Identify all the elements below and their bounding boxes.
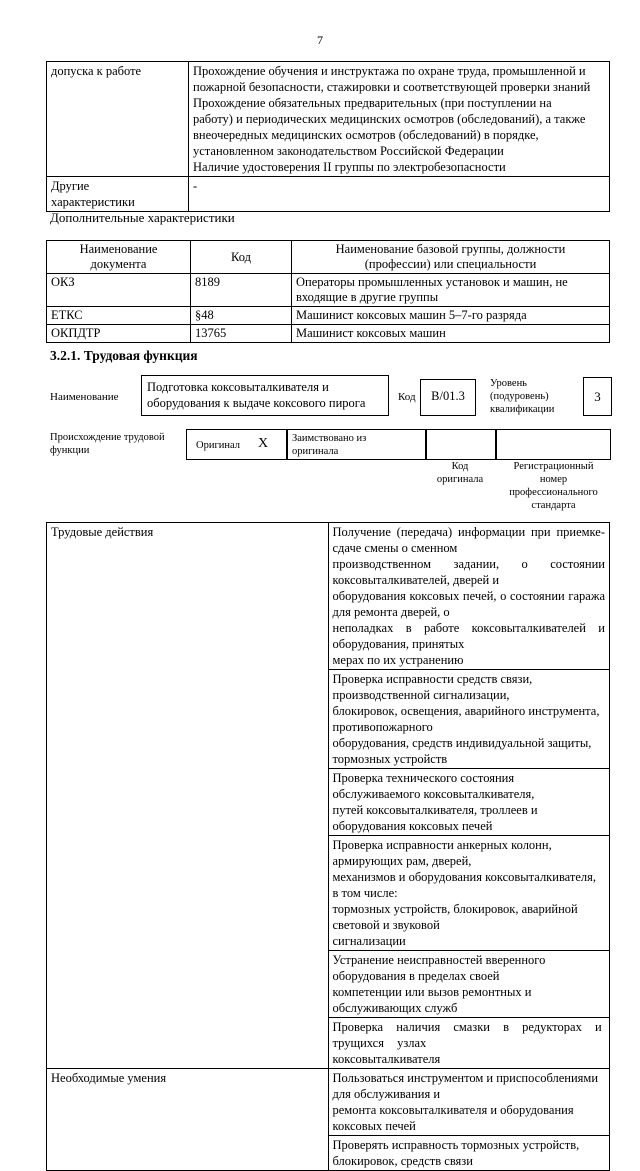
cell-code: 13765 [191, 325, 292, 343]
text-line: Проверка исправности анкерных колонн, армирующих рам, дверей, [332, 838, 552, 868]
text-line: Проверять исправность тормозных устройств, блокировок, средств связи [332, 1138, 580, 1168]
level-value-box [583, 377, 612, 416]
text-line: работу) и периодических медицинских осмотров (обследований), а также [193, 112, 586, 126]
action-item [328, 1018, 610, 1069]
text-line: сигнализации [332, 934, 406, 948]
table-row [47, 177, 610, 212]
text-line: Проверка наличия смазки в редукторах и трущихся узлах [332, 1020, 602, 1050]
text-line: пожарной безопасности, стажировки и соответствующей проверки знаний [193, 80, 591, 94]
cell-doc: ОКПДТР [47, 325, 191, 343]
text-line: функции [50, 445, 90, 456]
text-line: Прохождение обязательных предварительных (при поступлении на [193, 96, 552, 110]
qualification-requirements-table [46, 61, 610, 212]
cell-doc: ЕТКС [47, 307, 191, 325]
code-value: В/01.3 [431, 389, 465, 403]
row-value [189, 62, 610, 177]
text-line: путей коксовыталкивателя, троллеев и оборудования коксовых печей [332, 803, 538, 833]
text-line: внеочередных медицинских осмотров (обследований) в порядке, [193, 128, 539, 142]
text-line: оборудования, средств индивидуальной защиты, тормозных устройств [332, 736, 592, 766]
header-document [47, 241, 191, 274]
text-line: тормозных устройств, блокировок, аварийной световой и звуковой [332, 902, 578, 932]
text-line: Код [451, 461, 469, 472]
characteristics-table [46, 240, 610, 343]
action-item [328, 769, 610, 836]
text-line: Устранение неисправностей вверенного оборудования в пределах своей [332, 953, 546, 983]
row-label: допуска к работе [47, 62, 189, 177]
text-line: Прохождение обучения и инструктажа по охране труда, промышленной и [193, 64, 586, 78]
text-line: оборудования коксовых печей, о состоянии гаража для ремонта дверей, о [332, 589, 605, 619]
text-line: мерах по их устранению [332, 653, 464, 667]
text-line: оборудования к выдаче коксового пирога [147, 396, 366, 410]
table-row [47, 274, 610, 307]
cell-name: Машинист коксовых машин [292, 325, 610, 343]
text-line: оригинала [292, 446, 339, 457]
text-line: установленном законодательством Российской Федерации [193, 144, 504, 158]
label-required-skills: Необходимые умения [47, 1069, 329, 1171]
text-line: Уровень [490, 378, 527, 389]
original-cell [186, 429, 288, 460]
text-line: коксовыталкивателя [332, 1052, 441, 1066]
text-line: Пользоваться инструментом и приспособлениями для обслуживания и [332, 1071, 599, 1101]
text-line: (профессии) или специальности [364, 257, 537, 271]
text-line: Проверка технического состояния обслуживаемого коксовыталкивателя, [332, 771, 535, 801]
cell-name [292, 274, 610, 307]
text-line: Наименование [79, 242, 158, 256]
code-caption [425, 460, 495, 486]
text-line: неполадках в работе коксовыталкивателей и оборудования, принятых [332, 621, 605, 651]
header-name [292, 241, 610, 274]
cell-name: Машинист коксовых машин 5–7-го разряда [292, 307, 610, 325]
name-label: Наименование [50, 391, 119, 403]
labor-actions-table [46, 522, 610, 1171]
original-label: Оригинал [196, 440, 240, 451]
text-line: ремонта коксовыталкивателя и оборудования коксовых печей [332, 1103, 574, 1133]
text-line: блокировок, освещения, аварийного инструмента, противопожарного [332, 704, 600, 734]
table-row [47, 325, 610, 343]
page-number: 7 [317, 33, 323, 47]
text-line: Наименование базовой группы, должности [335, 242, 566, 256]
text-line: оригинала [436, 474, 484, 485]
text-line: Происхождение трудовой [50, 432, 165, 443]
cell-code: §48 [191, 307, 292, 325]
text-line: Другие [51, 179, 90, 193]
level-value: 3 [594, 389, 601, 404]
header-code: Код [191, 241, 292, 274]
text-line: Операторы промышленных установок и машин, не [296, 275, 568, 289]
skill-item [328, 1069, 610, 1136]
level-label [490, 377, 554, 416]
text-line: (подуровень) [490, 391, 549, 402]
text-line: входящие в другие группы [296, 290, 439, 304]
origin-label [50, 431, 165, 457]
additional-heading: Дополнительные характеристики [50, 210, 235, 225]
action-item [328, 951, 610, 1018]
text-line: Подготовка коксовыталкивателя и [147, 380, 329, 394]
text-line: механизмов и оборудования коксовыталкивателя, в том числе: [332, 870, 597, 900]
skill-item [328, 1136, 610, 1171]
registration-caption [497, 460, 610, 512]
cell-doc: ОКЗ [47, 274, 191, 307]
label-labor-actions: Трудовые действия [47, 523, 329, 1069]
name-value-box [141, 375, 389, 416]
registration-cell [495, 429, 611, 460]
row-label [47, 177, 189, 212]
table-row [47, 307, 610, 325]
text-line: Наличие удостоверения II группы по электробезопасности [193, 160, 506, 174]
borrowed-cell [286, 429, 427, 460]
text-line: квалификации [490, 404, 555, 415]
text-line: стандарта [531, 500, 576, 511]
row-value: - [189, 177, 610, 212]
text-line: Проверка исправности средств связи, производственной сигнализации, [332, 672, 533, 702]
table-row [47, 523, 610, 670]
action-item [328, 523, 610, 670]
origin-row [186, 429, 610, 458]
action-item [328, 670, 610, 769]
cell-code: 8189 [191, 274, 292, 307]
text-line: профессионального [509, 487, 598, 498]
code-label: Код [398, 391, 416, 403]
text-line: Регистрационный [513, 461, 594, 472]
origin-code-cell [425, 429, 497, 460]
table-row [47, 1069, 610, 1136]
table-header-row [47, 241, 610, 274]
action-item [328, 836, 610, 951]
section-title: 3.2.1. Трудовая функция [50, 348, 198, 363]
code-value-box [420, 379, 476, 416]
text-line: номер [539, 474, 568, 485]
text-line: компетенции или вызов ремонтных и обслуживающих служб [332, 985, 532, 1015]
text-line: Заимствовано из [292, 433, 367, 444]
text-line: документа [90, 257, 147, 271]
text-line: производственном задании, о состоянии коксовыталкивателей, дверей и [332, 557, 605, 587]
text-line: Получение (передача) информации при приемке-сдаче смены о сменном [332, 525, 605, 555]
text-line: характеристики [51, 195, 135, 209]
table-row [47, 62, 610, 177]
original-mark: X [258, 436, 269, 451]
